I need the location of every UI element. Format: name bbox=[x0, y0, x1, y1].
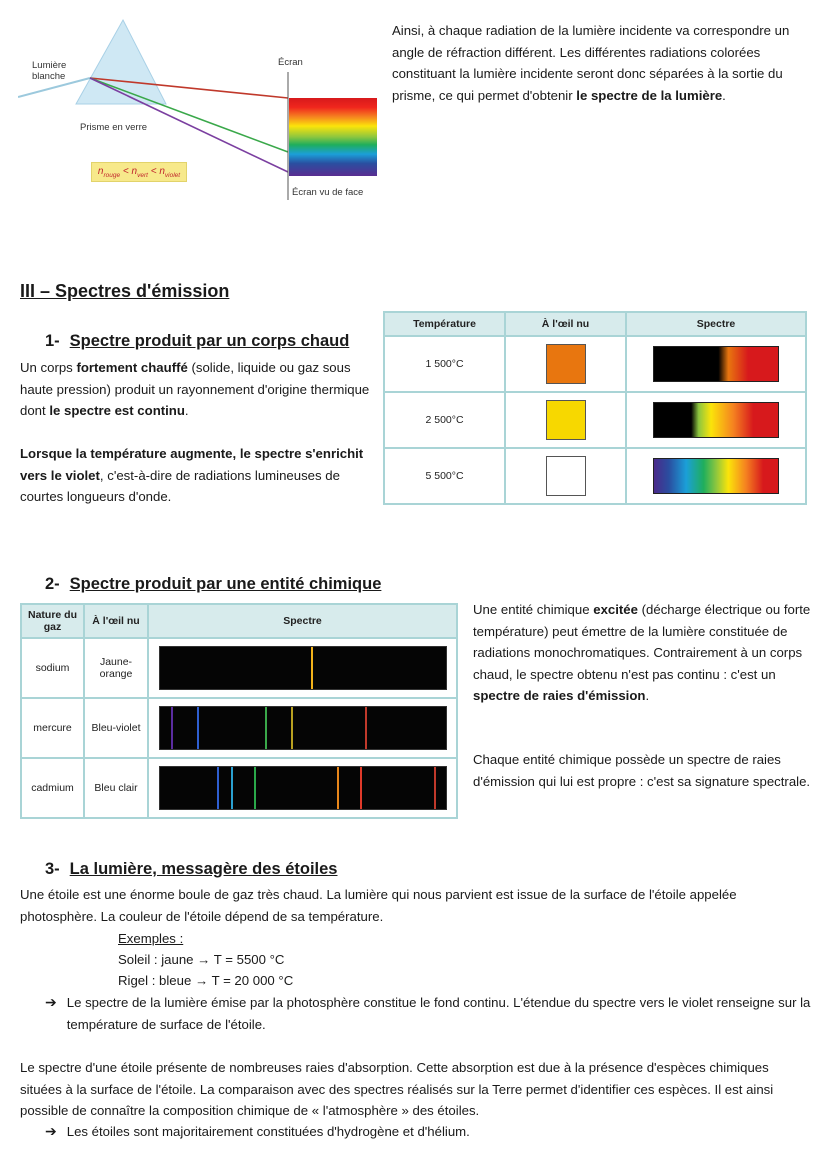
sub3-paragraph-2: Le spectre d'une étoile présente de nombreuses raies d'absorption. Cette absorption est due à la présence d'espèces chimiques situées à la surface de l'étoile. La comparaison avec des spectres réalisés sur la Terre permet d'identifier ces espèces. Il est ainsi possible de connaître la composition chimique de « l'atmosphère » des étoiles. bbox=[20, 1060, 774, 1118]
col-header-temperature: Température bbox=[384, 312, 505, 336]
continuous-spectrum bbox=[653, 458, 779, 494]
emission-spectrum bbox=[159, 766, 447, 810]
gas-name-cell: sodium bbox=[21, 638, 84, 698]
emission-line bbox=[217, 767, 219, 809]
sub2-paragraph-2: Chaque entité chimique possède un spectre de raies d'émission qui lui est propre : c'est sa signature spectrale. bbox=[473, 752, 811, 789]
table-row bbox=[21, 698, 457, 758]
subsection-3-title: 3- La lumière, messagère des étoiles bbox=[45, 860, 338, 878]
emission-line bbox=[231, 767, 233, 809]
temperature-cell: 1 500°C bbox=[384, 336, 505, 392]
sub3-paragraph-1: Une étoile est une énorme boule de gaz très chaud. La lumière qui nous parvient est issue de la surface de l'étoile appelée photosphère. La couleur de l'étoile dépend de sa température. bbox=[20, 887, 737, 924]
emission-line bbox=[171, 707, 173, 749]
eye-color-cell: Jaune-orange bbox=[84, 638, 148, 698]
table-row bbox=[21, 758, 457, 818]
temperature-cell: 5 500°C bbox=[384, 448, 505, 504]
gas-name-cell: mercure bbox=[21, 698, 84, 758]
col-header-eye: À l'œil nu bbox=[505, 312, 626, 336]
color-swatch bbox=[546, 400, 586, 440]
temperature-cell: 2 500°C bbox=[384, 392, 505, 448]
eye-color-cell: Bleu-violet bbox=[84, 698, 148, 758]
emission-line bbox=[337, 767, 339, 809]
table-row bbox=[384, 448, 806, 504]
emission-line bbox=[254, 767, 256, 809]
arrow-icon: ➔ bbox=[45, 994, 57, 1010]
label-white-light: Lumière blanche bbox=[32, 60, 67, 82]
label-prism: Prisme en verre bbox=[80, 122, 148, 133]
col-header-spectrum: Spectre bbox=[626, 312, 806, 336]
continuous-spectrum bbox=[653, 346, 779, 382]
intro-paragraph: Ainsi, à chaque radiation de la lumière incidente va correspondre un angle de réfraction différent. Les différentes radiations colorées constituant la lumière incidente seront donc séparées à la sortie du prisme, ce qui permet d'obtenir le spectre de la lumière. bbox=[392, 23, 790, 103]
continuous-spectrum bbox=[653, 402, 779, 438]
example-sun: Soleil : jaune → T = 5500 °C bbox=[118, 952, 285, 967]
emission-line bbox=[265, 707, 267, 749]
eye-color-cell: Bleu clair bbox=[84, 758, 148, 818]
green-ray bbox=[90, 78, 288, 152]
bullet-2: ➔ Les étoiles sont majoritairement constituées d'hydrogène et d'hélium. bbox=[45, 1121, 815, 1143]
hot-body-table bbox=[383, 311, 807, 505]
examples-title: Exemples : bbox=[118, 931, 184, 946]
subsection-2-title: 2- Spectre produit par une entité chimique bbox=[45, 575, 382, 593]
label-screen-front: Écran vu de face bbox=[292, 187, 364, 198]
prism-figure bbox=[18, 12, 388, 202]
emission-spectrum bbox=[159, 646, 447, 690]
table-row bbox=[384, 336, 806, 392]
col-header-gas: Nature du gaz bbox=[21, 604, 84, 638]
sub2-paragraph-1: Une entité chimique excitée (décharge électrique ou forte température) peut émettre de la lumière constituée de radiations monochromatiques. Contrairement à un corps chaud, le spectre obtenu n'est pas continu : c'est un spectre de raies d'émission. bbox=[473, 602, 811, 703]
emission-spectrum bbox=[159, 706, 447, 750]
color-swatch bbox=[546, 456, 586, 496]
emission-line bbox=[311, 647, 313, 689]
sub1-paragraph-2: Lorsque la température augmente, le spectre s'enrichit vers le violet, c'est-à-dire de radiations lumineuses de courtes longueurs d'onde. bbox=[20, 446, 364, 504]
example-rigel: Rigel : bleue → T = 20 000 °C bbox=[118, 973, 294, 988]
screen-spectrum bbox=[289, 98, 377, 176]
chemical-entity-table bbox=[20, 603, 458, 819]
emission-line bbox=[365, 707, 367, 749]
table-row bbox=[384, 392, 806, 448]
table-row bbox=[21, 638, 457, 698]
glass-prism bbox=[76, 20, 166, 104]
color-swatch bbox=[546, 344, 586, 384]
emission-line bbox=[291, 707, 293, 749]
col-header-eye: À l'œil nu bbox=[84, 604, 148, 638]
label-screen: Écran bbox=[278, 57, 303, 68]
emission-line bbox=[434, 767, 436, 809]
emission-line bbox=[360, 767, 362, 809]
col-header-spectrum: Spectre bbox=[148, 604, 457, 638]
subsection-1-title: 1- Spectre produit par un corps chaud bbox=[45, 332, 350, 350]
refraction-index-box: $n_{rouge} < n_{vert} < n_{violet}$ bbox=[91, 162, 187, 182]
sub1-paragraph-1: Un corps fortement chauffé (solide, liquide ou gaz sous haute pression) produit un rayonnement d'origine thermique dont le spectre est continu. bbox=[20, 360, 370, 418]
section-title: III – Spectres d'émission bbox=[20, 281, 230, 301]
bullet-1: ➔ Le spectre de la lumière émise par la photosphère constitue le fond continu. L'étendue du spectre vers le violet renseigne sur la température de surface de l'étoile. bbox=[45, 992, 815, 1035]
arrow-icon: ➔ bbox=[45, 1123, 57, 1139]
gas-name-cell: cadmium bbox=[21, 758, 84, 818]
emission-line bbox=[197, 707, 199, 749]
